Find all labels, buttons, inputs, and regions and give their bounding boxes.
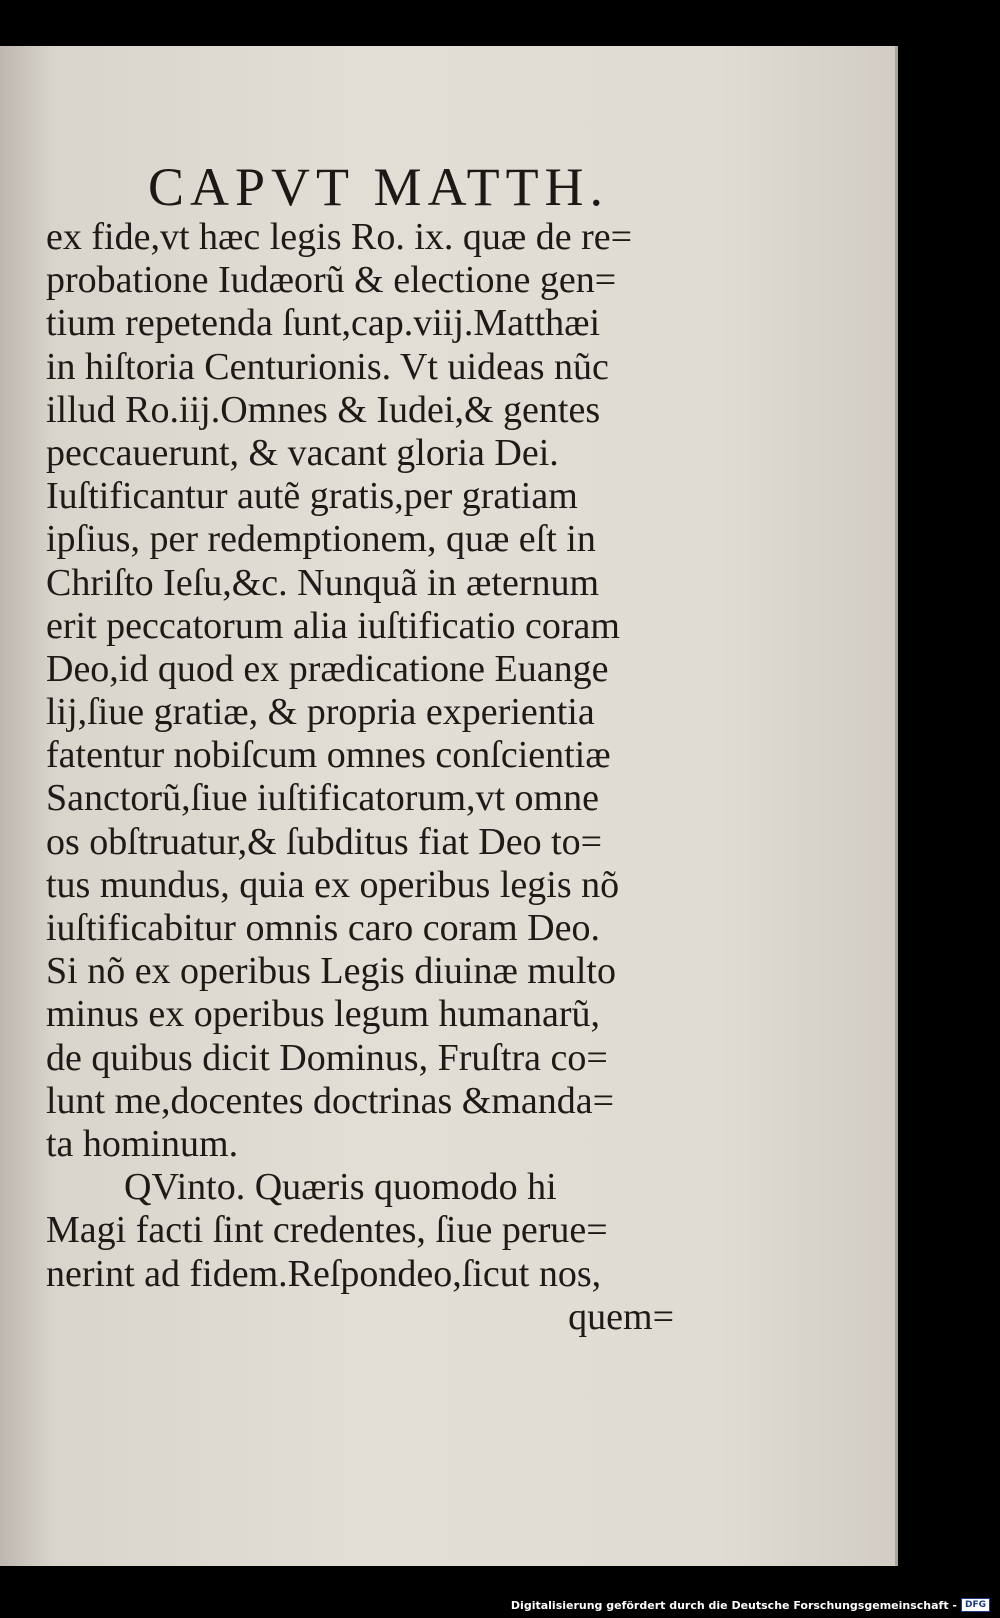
text-line: peccauerunt, & vacant gloria Dei. <box>46 431 559 474</box>
text-line: nerint ad fidem.Reſpondeo,ſicut nos, <box>46 1252 602 1295</box>
text-line: probatione Iudæorũ & electione gen= <box>46 259 617 302</box>
paragraph-start-line: QVinto. Quæris quomodo hi <box>124 1166 557 1209</box>
text-line: Deo,id quod ex prædicatione Euange <box>46 647 609 690</box>
book-page <box>0 46 898 1566</box>
text-line: Magi facti ſint credentes, ſiue perue= <box>46 1209 608 1252</box>
text-line: lij,ſiue gratiæ, & propria experientia <box>46 691 595 734</box>
text-line: in hiſtoria Centurionis. Vt uideas nũc <box>46 345 609 388</box>
text-line: Sanctorũ,ſiue iuſtificatorum,vt omne <box>46 777 599 820</box>
running-header: CAPVT MATTH. <box>148 157 610 217</box>
text-line: tus mundus, quia ex operibus legis nõ <box>46 863 620 906</box>
text-line: Chriſto Ieſu,&c. Nunquã in æternum <box>46 561 600 604</box>
text-line: minus ex operibus legum humanarũ, <box>46 993 601 1036</box>
text-line: ex fide,vt hæc legis Ro. ix. quæ de re= <box>46 216 633 258</box>
text-line: iuſtificabitur omnis caro coram Deo. <box>46 907 600 949</box>
text-line: illud Ro.iij.Omnes & Iudei,& gentes <box>46 388 601 431</box>
digitization-credit <box>511 1598 990 1612</box>
text-line: Si nõ ex operibus Legis diuinæ multo <box>46 950 616 993</box>
text-line: erit peccatorum alia iuſtificatio coram <box>46 604 620 647</box>
dfg-logo-icon: DFG <box>961 1598 990 1612</box>
text-line: de quibus dicit Dominus, Fruſtra co= <box>46 1036 608 1079</box>
text-line: tium repetenda ſunt,cap.viij.Matthæi <box>46 302 601 345</box>
text-line: ipſius, per redemptionem, quæ eſt in <box>46 518 596 561</box>
text-line: ta hominum. <box>46 1122 239 1165</box>
text-line: os obſtruatur,& ſubditus fiat Deo to= <box>46 820 603 863</box>
text-line: lunt me,docentes doctrinas &manda= <box>46 1079 615 1122</box>
text-line: Iuſtificantur autẽ gratis,per gratiam <box>46 475 578 518</box>
body-text <box>46 216 696 1339</box>
catchword: quem= <box>568 1295 674 1338</box>
credit-text: Digitalisierung gefördert durch die Deutsche Forschungsgemeinschaft - <box>510 1598 957 1612</box>
text-line: fatentur nobiſcum omnes conſcientiæ <box>46 734 611 777</box>
